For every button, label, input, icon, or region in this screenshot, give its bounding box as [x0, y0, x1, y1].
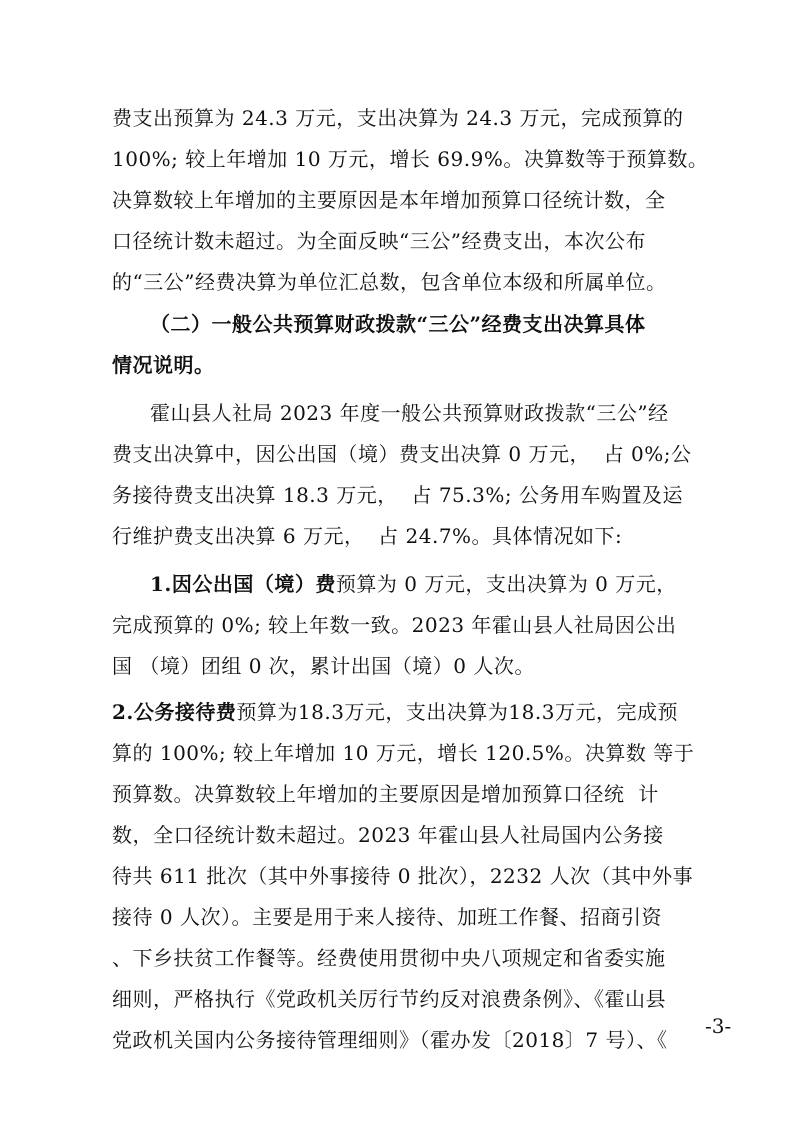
- body-line: 接待 0 人次）。主要是用于来人接待、加班工作餐、招商引资: [112, 905, 662, 929]
- page-number: -3-: [705, 1014, 732, 1038]
- body-line: 预算数。决算数较上年增加的主要原因是增加预算口径统 计: [112, 782, 659, 806]
- body-line: 费支出决算中，因公出国（境）费支出决算 0 万元， 占 0%;公: [112, 442, 692, 466]
- body-line: 霍山县人社局 2023 年度一般公共预算财政拨款“三公”经: [150, 401, 669, 425]
- body-line: 待共 611 批次（其中外事接待 0 批次），2232 人次（其中外事: [112, 864, 694, 888]
- subsection-heading: 1.因公出国（境）费: [150, 572, 336, 596]
- subsection-line: [112, 700, 678, 724]
- body-line: 口径统计数未超过。为全面反映“三公”经费支出，本次公布: [112, 229, 646, 253]
- subsection-text: 预算为18.3万元，支出决算为18.3万元，完成预: [236, 700, 678, 724]
- body-line: 数，全口径统计数未超过。2023 年霍山县人社局国内公务接: [112, 823, 664, 847]
- subsection-text: 预算为 0 万元，支出决算为 0 万元，: [335, 572, 677, 596]
- subsection-line: [150, 572, 677, 596]
- body-line: 行维护费支出决算 6 万元， 占 24.7%。具体情况如下:: [112, 524, 623, 548]
- subsection-heading: 2.公务接待费: [112, 700, 237, 724]
- body-line: 决算数较上年增加的主要原因是本年增加预算口径统计数，全: [112, 188, 666, 212]
- body-line: 务接待费支出决算 18.3 万元， 占 75.3%; 公务用车购置及运: [112, 483, 683, 507]
- body-line: 算的 100%; 较上年增加 10 万元，增长 120.5%。决算数 等于: [112, 741, 695, 765]
- body-line: 细则，严格执行《党政机关厉行节约反对浪费条例》、《霍山县: [112, 987, 666, 1011]
- body-line: 费支出预算为 24.3 万元，支出决算为 24.3 万元，完成预算的: [112, 106, 684, 130]
- body-line: 党政机关国内公务接待管理细则》（霍办发〔2018〕7 号）、《: [112, 1028, 668, 1052]
- body-line: 完成预算的 0%; 较上年数一致。2023 年霍山县人社局因公出: [112, 613, 677, 637]
- body-line: 100%; 较上年增加 10 万元，增长 69.9%。决算数等于预算数。: [112, 147, 709, 171]
- body-line: 、下乡扶贫工作餐等。经费使用贯彻中央八项规定和省委实施: [112, 946, 666, 970]
- body-line: 国 （境）团组 0 次，累计出国（境）0 人次。: [112, 654, 535, 678]
- section-heading: （二）一般公共预算财政拨款“三公”经费支出决算具体: [150, 312, 646, 336]
- body-line: 的“三公”经费决算为单位汇总数，包含单位本级和所属单位。: [112, 270, 667, 294]
- section-heading-cont: 情况说明。: [112, 353, 215, 377]
